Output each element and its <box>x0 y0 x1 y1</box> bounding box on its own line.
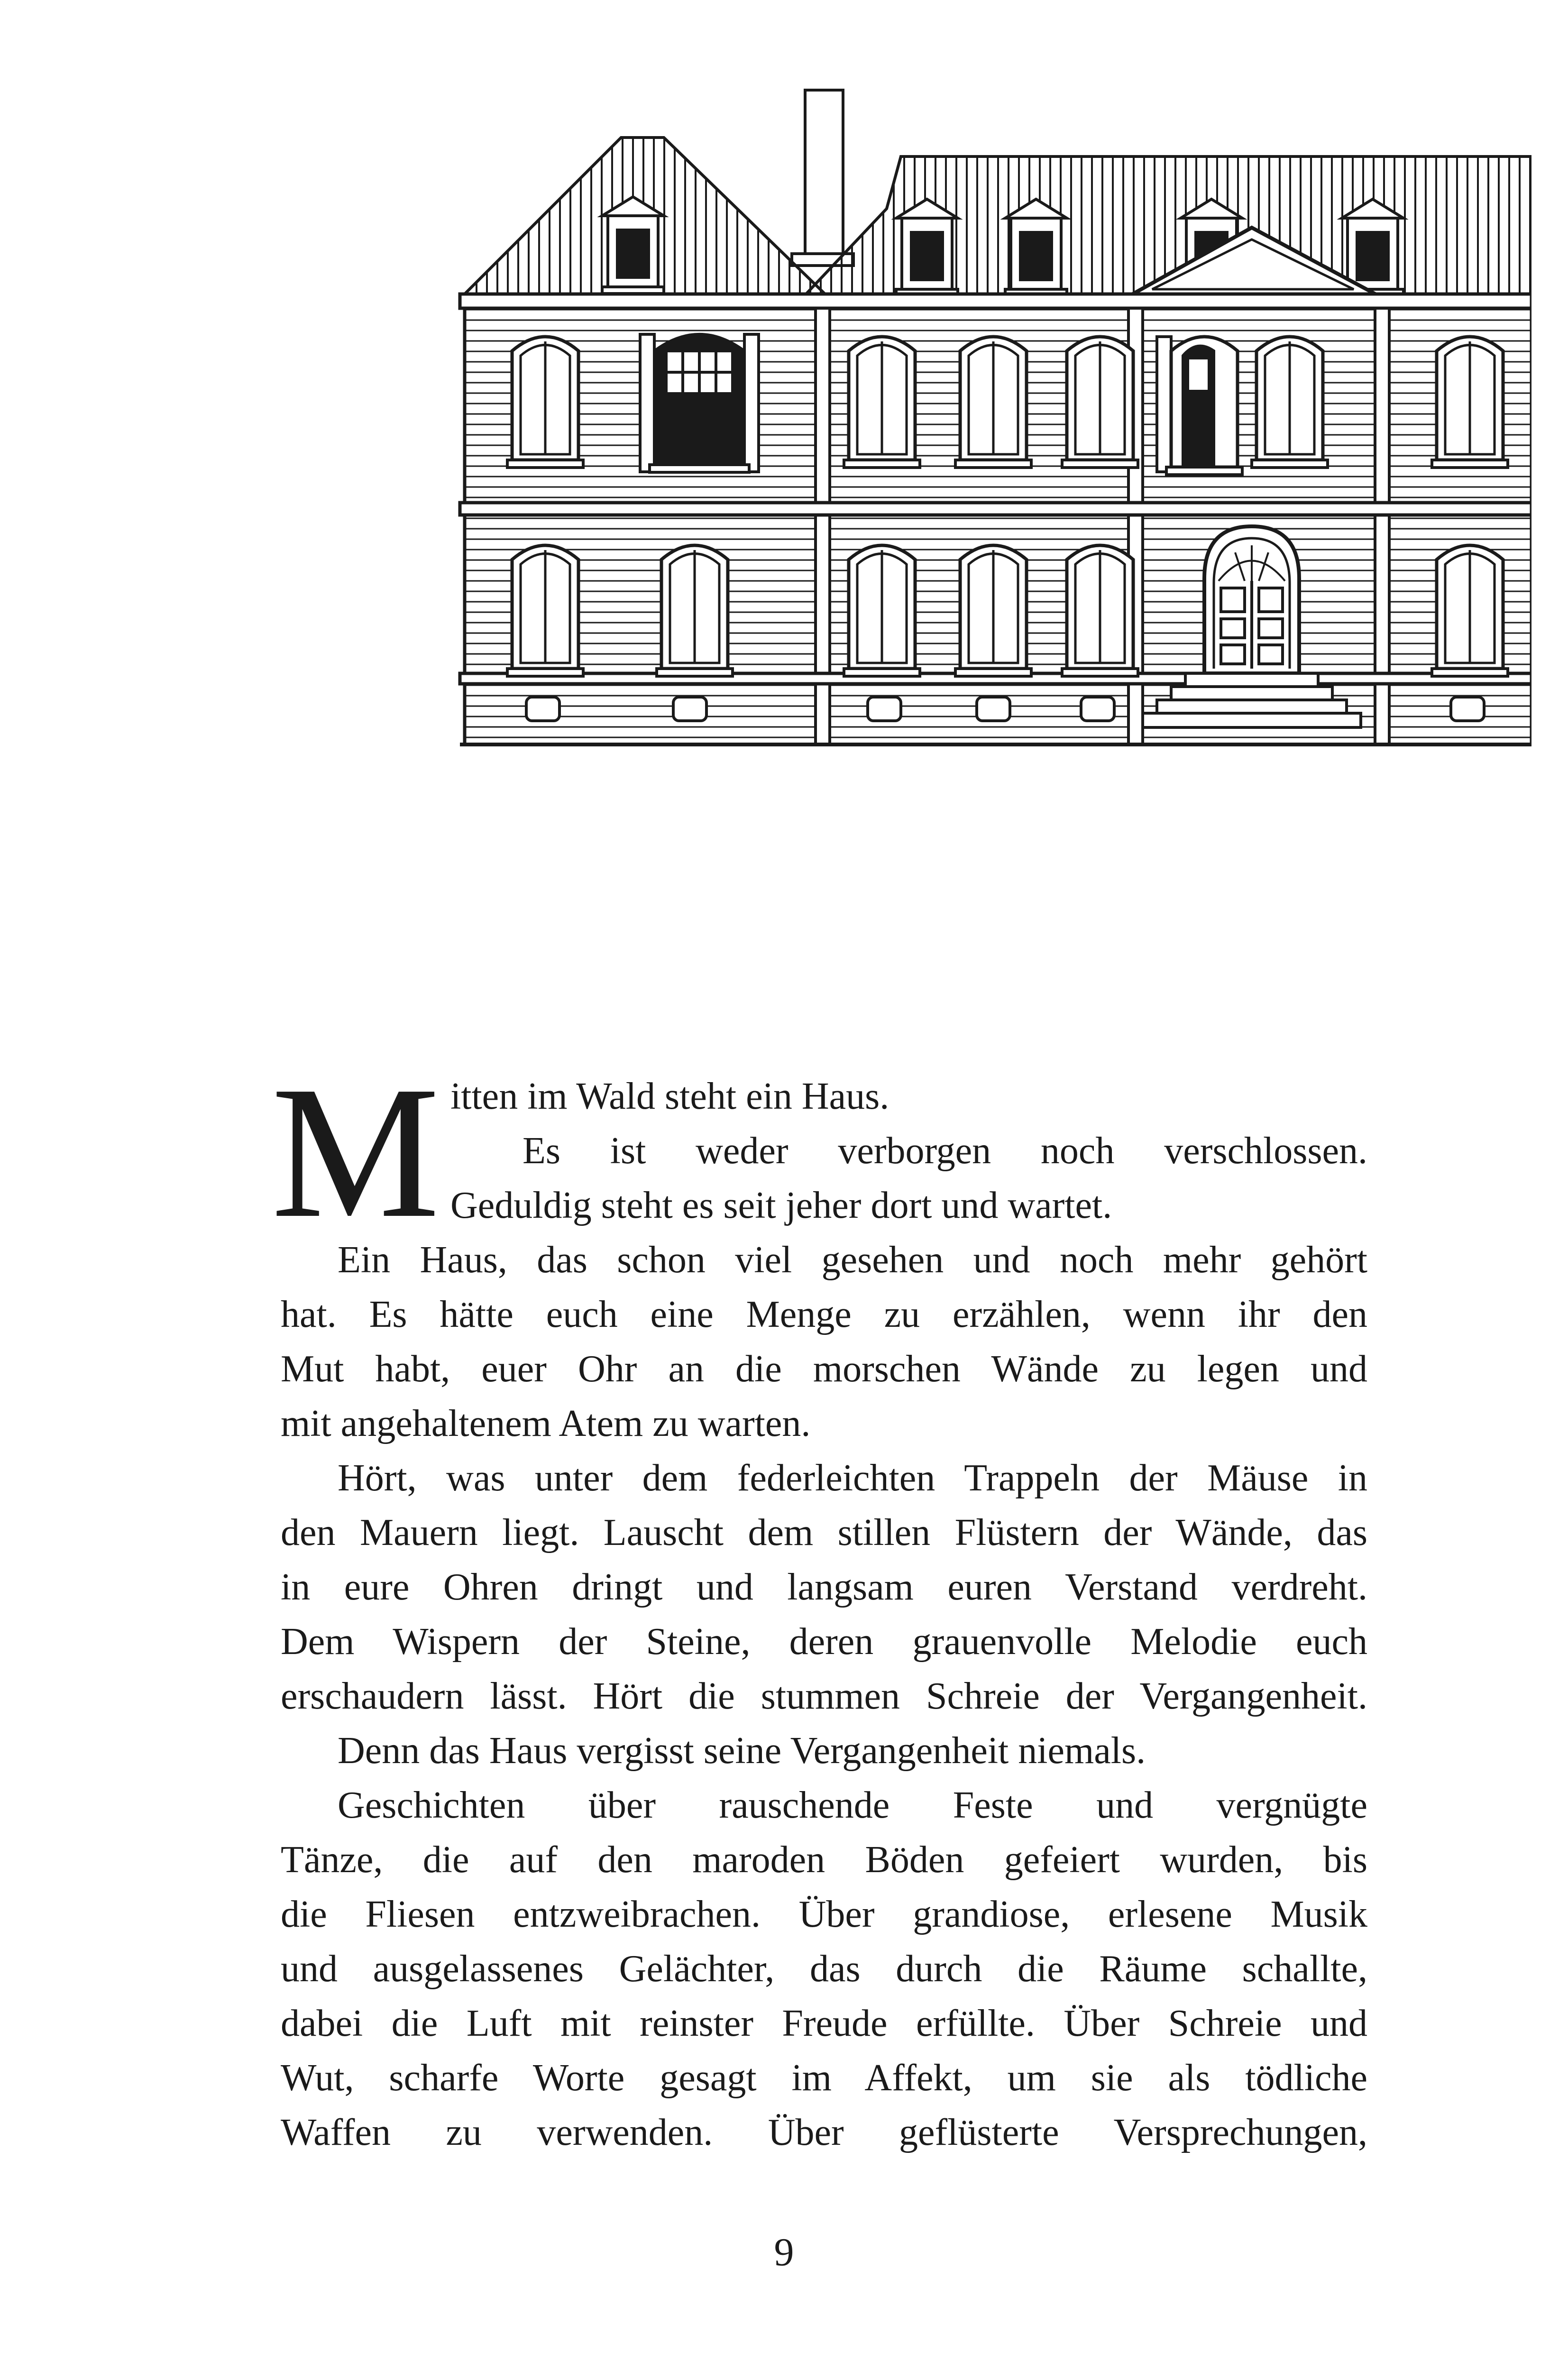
text-line: Hört, was unter dem federleichten Trappeln der Mäuse in <box>338 1457 1367 1499</box>
text-line: dabei die Luft mit reinster Freude erfüllte. Über Schreie und <box>281 2003 1367 2044</box>
text-line: hat. Es hätte euch eine Menge zu erzählen, wenn ihr den <box>281 1294 1367 1335</box>
text-line: Tänze, die auf den maroden Böden gefeiert wurden, bis <box>281 1839 1367 1881</box>
text-line: die Fliesen entzweibrachen. Über grandiose, erlesene Musik <box>281 1893 1367 1935</box>
page-number: 9 <box>774 2230 794 2274</box>
text-line: und ausgelassenes Gelächter, das durch die Räume schallte, <box>281 1948 1367 1990</box>
text-line: den Mauern liegt. Lauscht dem stillen Flüstern der Wände, das <box>281 1512 1367 1553</box>
text-line: Geschichten über rauschende Feste und vergnügte <box>338 1784 1367 1826</box>
text-line: Waffen zu verwenden. Über geflüsterte Versprechungen, <box>281 2112 1367 2153</box>
text-line: in eure Ohren dringt und langsam euren Verstand verdreht. <box>281 1566 1367 1608</box>
story-text <box>271 1047 1367 2160</box>
text-line: mit angehaltenem Atem zu warten. <box>281 1403 811 1444</box>
drop-cap: M <box>271 1047 440 1257</box>
text-line: Dem Wispern der Steine, deren grauenvolle Melodie euch <box>281 1621 1367 1663</box>
text-line: Mut habt, euer Ohr an die morschen Wände zu legen und <box>281 1348 1367 1390</box>
text-line: Geduldig steht es seit jeher dort und wartet. <box>450 1185 1112 1226</box>
text-line: Denn das Haus vergisst seine Vergangenheit niemals. <box>338 1730 1146 1772</box>
text-line: Wut, scharfe Worte gesagt im Affekt, um sie als tödliche <box>281 2057 1367 2099</box>
text-line: erschaudern lässt. Hört die stummen Schreie der Vergangenheit. <box>281 1675 1367 1717</box>
text-line: Ein Haus, das schon viel gesehen und noch mehr gehört <box>338 1239 1367 1281</box>
manor-house-illustration <box>450 85 1531 768</box>
text-line: itten im Wald steht ein Haus. <box>450 1075 889 1117</box>
text-line: Es ist weder verborgen noch verschlossen. <box>523 1130 1367 1172</box>
